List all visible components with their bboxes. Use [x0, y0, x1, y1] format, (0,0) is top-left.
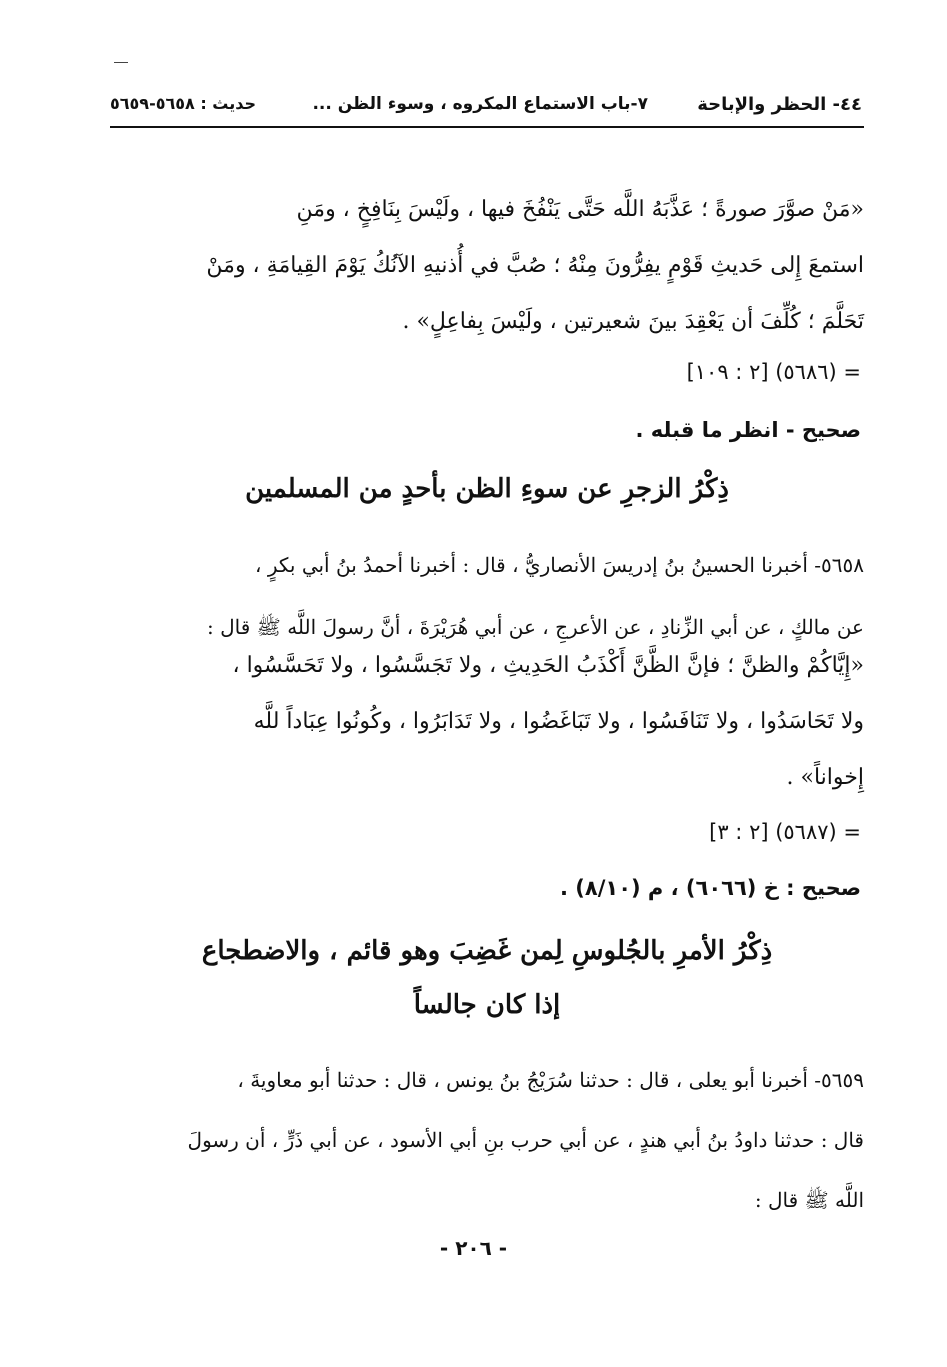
grading-note: صحيح : خ (٦٠٦٦) ، م (٨/١٠) . [560, 876, 861, 900]
matn-5658 [110, 638, 864, 806]
section-heading-continued: إذا كان جالساً [413, 990, 561, 1020]
header-hadith-range: حديث : ٥٦٥٨-٥٦٥٩ [110, 94, 257, 113]
text-line: إِخواناً» . [786, 765, 864, 790]
hadith-text-5657 [110, 182, 864, 350]
top-dash-mark [114, 62, 128, 63]
cross-reference: = (٥٦٨٧) [٢ : ٣] [709, 820, 861, 844]
text-line: تَحَلَّمَ ؛ كُلِّفَ أن يَعْقِدَ بينَ شعيرتين ، ولَيْسَ بِفاعِلٍ» . [402, 309, 864, 334]
text-line: استمعَ إِلى حَديثِ قَوْمٍ يفِرُّونَ مِنْهُ ؛ صُبَّ في أُذنيهِ الآنُكُ يَوْمَ القِيامَةِ ، ومَنْ [206, 253, 864, 278]
page-number: - ٢٠٦ - [439, 1236, 508, 1260]
text-line: «إِيَّاكُمْ والظنَّ ؛ فإنَّ الظَّنَّ أَكْذَبُ الحَدِيثِ ، ولا تَجَسَّسُوا ، ولا تَحَسَّسُوا ، [232, 653, 864, 678]
isnad-5659 [110, 1050, 864, 1230]
text-line: «مَنْ صوَّرَ صورةً ؛ عَذَّبَهُ اللَّه حَتَّى يَنْفُخَ فيها ، ولَيْسَ بِنَافِخٍ ، ومَنِ [296, 197, 864, 222]
text-line: قال : حدثنا داودُ بنُ أبي هندٍ ، عن أبي حرب بنِ أبي الأسود ، عن أبي ذَرٍّ ، أن رسولَ [187, 1128, 864, 1152]
header-section-title: ٧-باب الاستماع المكروه ، وسوء الظن ... [312, 94, 648, 114]
text-line: ٥٦٥٩- أخبرنا أبو يعلى ، قال : حدثنا سُرَيْجُ بنُ يونس ، قال : حدثنا أبو معاويةَ ، [237, 1068, 864, 1092]
grading-note: صحيح - انظر ما قبله . [635, 418, 861, 442]
header-book-chapter: ٤٤- الحظر والإباحة [697, 94, 862, 115]
text-line: عن مالكٍ ، عن أبي الزِّنادِ ، عن الأعرجِ ، عن أبي هُرَيْرَةَ ، أنَّ رسولَ اللَّه ﷺ قال : [207, 615, 864, 639]
cross-reference: = (٥٦٨٦) [٢ : ١٠٩] [686, 360, 861, 384]
text-line: ولا تَحَاسَدُوا ، ولا تَنَافَسُوا ، ولا تَبَاغَضُوا ، ولا تَدَابَرُوا ، وكُونُوا عِبَاداً للَّه [253, 709, 864, 734]
text-line: ٥٦٥٨- أخبرنا الحسينُ بنُ إدريسَ الأنصاريُّ ، قال : أخبرنا أحمدُ بنُ أبي بكرٍ ، [255, 553, 864, 577]
section-heading: ذِكْرُ الزجرِ عن سوءِ الظن بأحدٍ من المسلمين [245, 474, 729, 504]
header-rule [110, 126, 864, 128]
section-heading: ذِكْرُ الأمرِ بالجُلوسِ لِمن غَضِبَ وهو قائم ، والاضطجاع [201, 936, 773, 966]
running-header [110, 92, 862, 122]
text-line: اللَّه ﷺ قال : [754, 1188, 864, 1212]
